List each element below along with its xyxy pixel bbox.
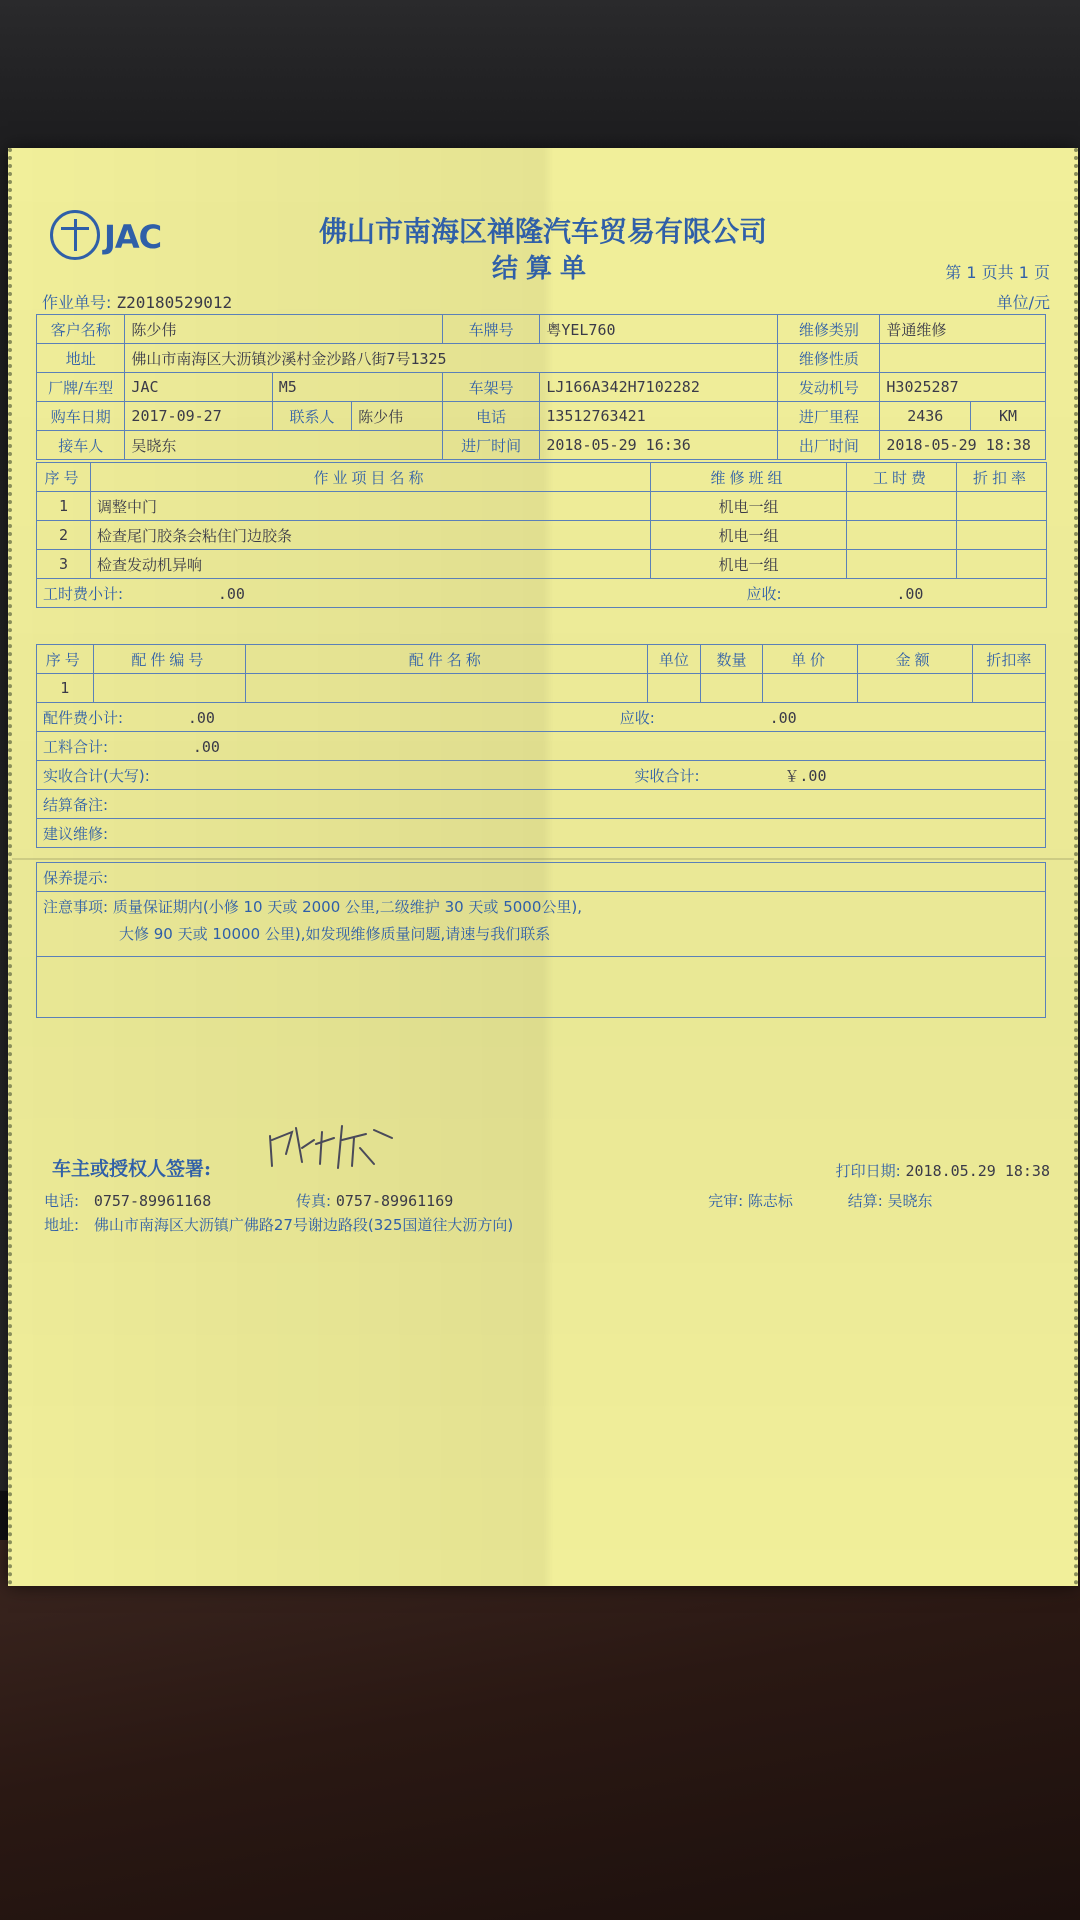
actual-upper-label: 实收合计(大写): [43,766,150,785]
customer-info-table [36,314,1046,460]
jobs-subtotal-value: .00 [217,584,245,603]
job-fee [847,521,957,550]
customer-name-label: 客户名称 [37,315,125,344]
job-name: 调整中门 [91,492,651,521]
customer-name: 陈少伟 [125,315,442,344]
jobs-subtotal-label: 工时费小计: [43,584,124,603]
parts-col-amount: 金额 [857,645,972,674]
repair-type: 普通维修 [880,315,1046,344]
jobs-col-team: 维修班组 [651,463,847,492]
receiver: 吴晓东 [125,431,442,460]
footer-address: 佛山市南海区大沥镇广佛路27号谢边路段(325国道往大沥方向) [93,1216,514,1234]
suggest-label: 建议维修: [37,819,1046,848]
settlement-slip [8,148,1078,1586]
job-fee [847,492,957,521]
vin: LJ166A342H7102282 [540,373,778,402]
vin-label: 车架号 [442,373,539,402]
footer-phone-label: 电话: [44,1192,80,1210]
parts-col-price: 单价 [763,645,857,674]
job-name: 检查发动机异响 [91,550,651,579]
jobs-subtotal-cell [37,579,651,608]
repair-nature [880,344,1046,373]
unit-label: 单位/元 [996,293,1050,312]
out-time-label: 出厂时间 [778,431,880,460]
footer-audit-label: 完审: [708,1192,744,1210]
customer-address: 佛山市南海区大沥镇沙溪村金沙路八街7号1325 [125,344,778,373]
jobs-col-fee: 工时费 [847,463,957,492]
receiver-label: 接车人 [37,431,125,460]
parts-subtotal-cell [37,703,1046,732]
job-team: 机电一组 [651,521,847,550]
labor-material-label: 工料合计: [43,737,109,756]
owner-signature-label: 车主或授权人签署: [52,1158,212,1180]
footer-fax: 0757-89961169 [335,1192,454,1210]
attention-label: 注意事项: [43,898,109,916]
customer-row-3 [37,373,1046,402]
jobs-col-discount: 折扣率 [957,463,1047,492]
table-row [37,550,1047,579]
actual-total-cell [37,761,1046,790]
footer-address-line [44,1214,513,1235]
part-name [246,674,648,703]
parts-col-qty: 数量 [700,645,763,674]
parts-table [36,644,1046,848]
customer-row-1 [37,315,1046,344]
parts-subtotal-label: 配件费小计: [43,708,124,727]
order-value: Z20180529012 [116,293,233,312]
parts-header-row [37,645,1046,674]
job-name: 检查尾门胶条会粘住门边胶条 [91,521,651,550]
attention-line-2: 大修 90 天或 10000 公里),如发现维修质量问题,请速与我们联系 [119,925,551,943]
job-team: 机电一组 [651,550,847,579]
print-date-label: 打印日期: [835,1162,901,1180]
footer-audit: 陈志标 [747,1192,793,1210]
job-team: 机电一组 [651,492,847,521]
engine-number: H3025287 [880,373,1046,402]
mileage-unit: KM [971,402,1046,431]
jobs-col-no: 序号 [37,463,91,492]
customer-row-5 [37,431,1046,460]
suggest-row [37,819,1046,848]
job-fee [847,550,957,579]
attention-line-1: 质量保证期内(小修 10 天或 2000 公里,二级维护 30 天或 5000公里), [112,898,582,916]
remarks-label: 结算备注: [37,790,1046,819]
in-time-label: 进厂时间 [442,431,539,460]
purchase-date: 2017-09-27 [125,402,272,431]
jobs-table [36,462,1047,608]
table-row [37,674,1046,703]
mileage: 2436 [880,402,971,431]
remarks-row [37,790,1046,819]
company-name: 佛山市南海区禅隆汽车贸易有限公司 [318,215,767,248]
customer-row-4 [37,402,1046,431]
part-no: 1 [37,674,94,703]
part-unit [648,674,700,703]
mileage-label: 进厂里程 [778,402,880,431]
logo-text: JAC [104,218,162,256]
jobs-col-name: 作业项目名称 [91,463,651,492]
brand-label: 厂牌/车型 [37,373,125,402]
jobs-header-row [37,463,1047,492]
part-price [763,674,857,703]
attention-row [37,892,1046,957]
actual-label: 实收合计: [634,766,700,785]
parts-col-no: 序号 [37,645,94,674]
engine-label: 发动机号 [778,373,880,402]
labor-material-value: .00 [192,737,220,756]
parts-subtotal-row [37,703,1046,732]
jobs-receivable-label: 应收: [746,584,782,603]
model: M5 [272,373,442,402]
part-code [93,674,246,703]
job-discount [957,550,1047,579]
jobs-receivable-cell [651,579,1047,608]
jobs-receivable-value: .00 [896,584,924,603]
out-time: 2018-05-29 18:38 [880,431,1046,460]
footer-phone: 0757-89961168 [93,1192,212,1210]
footer-address-label: 地址: [44,1216,80,1234]
print-date-value: 2018.05.29 18:38 [905,1162,1050,1180]
job-no: 1 [37,492,91,521]
contact-person: 陈少伟 [352,402,443,431]
order-label: 作业单号: [42,293,112,312]
part-amount [857,674,972,703]
address-label: 地址 [37,344,125,373]
footer-contact-line [44,1190,933,1211]
jobs-subtotal-row [37,579,1047,608]
parts-col-code: 配件编号 [93,645,246,674]
in-time: 2018-05-29 16:36 [540,431,778,460]
job-discount [957,521,1047,550]
parts-col-discount: 折扣率 [972,645,1045,674]
maintenance-row [37,863,1046,892]
job-discount [957,492,1047,521]
repair-nature-label: 维修性质 [778,344,880,373]
parts-subtotal-value: .00 [187,708,215,727]
table-row [37,492,1047,521]
labor-material-cell [37,732,1046,761]
repair-type-label: 维修类别 [778,315,880,344]
footer-fax-label: 传真: [296,1192,332,1210]
phone-label: 电话 [442,402,539,431]
desk-surface [0,1540,1080,1920]
labor-material-row [37,732,1046,761]
job-no: 2 [37,521,91,550]
document-title: 结算单 [491,254,594,284]
part-qty [700,674,763,703]
job-no: 3 [37,550,91,579]
brand: JAC [125,373,272,402]
footer-settle: 吴晓东 [887,1192,933,1210]
phone: 13512763421 [540,402,778,431]
parts-col-unit: 单位 [648,645,700,674]
contact-label: 联系人 [272,402,351,431]
table-row [37,521,1047,550]
fold-crease [12,858,1074,860]
print-date [836,1160,1050,1181]
plate-number: 粤YEL760 [540,315,778,344]
maintenance-label: 保养提示: [37,863,1046,892]
purchase-label: 购车日期 [37,402,125,431]
attention-cell [37,892,1046,957]
actual-total-row [37,761,1046,790]
signature-row [37,957,1046,1018]
plate-label: 车牌号 [442,315,539,344]
order-number [42,290,232,313]
page-info: 第 1 页共 1 页 [945,263,1050,282]
footer-settle-label: 结算: [847,1192,883,1210]
customer-row-2 [37,344,1046,373]
signature-cell [37,957,1046,1018]
part-discount [972,674,1045,703]
notes-box [36,862,1046,1018]
actual-value: ￥.00 [784,766,827,785]
parts-receivable-value: .00 [769,708,797,727]
handwritten-signature [262,1118,402,1178]
parts-col-name: 配件名称 [246,645,648,674]
parts-receivable-label: 应收: [619,708,655,727]
